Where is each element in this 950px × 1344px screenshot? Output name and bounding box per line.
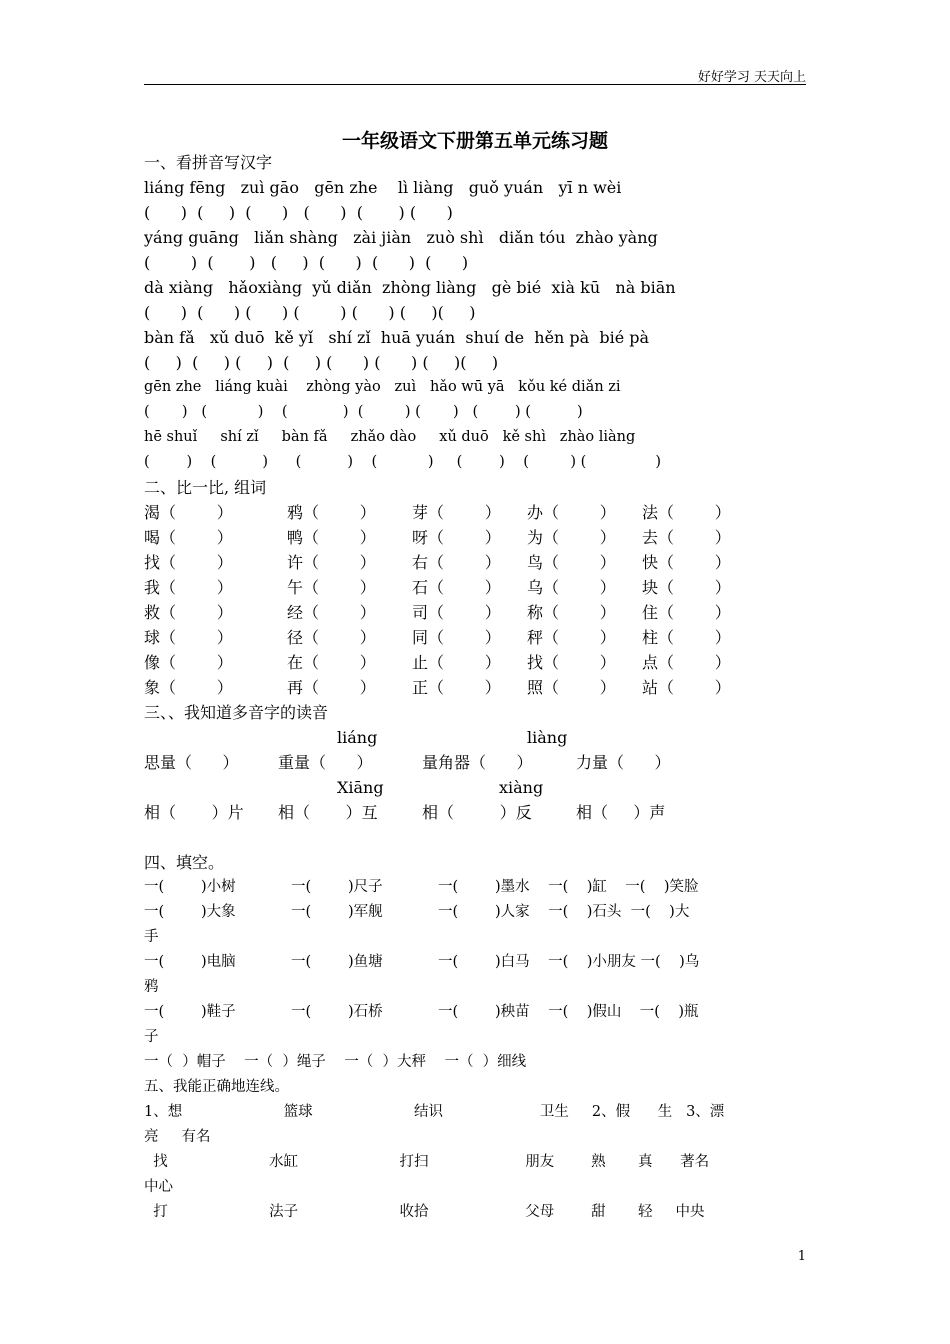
compare-cell: 石（ ）	[412, 578, 501, 597]
compare-cell: 为（ ）	[527, 528, 616, 547]
pinyin-label: Xiāng	[337, 778, 384, 797]
section2-heading: 二、比一比, 组词	[144, 478, 267, 497]
polyphone-word: 相（ ）互	[278, 803, 378, 822]
compare-cell: 柱（ ）	[642, 628, 731, 647]
polyphone-word-row	[144, 800, 806, 825]
section5-heading: 五、我能正确地连线。	[144, 1079, 289, 1095]
compare-cell: 办（ ）	[527, 503, 616, 522]
pinyin-line: bàn fǎ xǔ duō kě yǐ shí zǐ huā yuán shuí de hěn pà bié pà	[144, 328, 650, 347]
polyphone-pinyin-row	[144, 725, 806, 750]
compare-cell: 救（ ）	[144, 603, 233, 622]
compare-cell: 去（ ）	[642, 528, 731, 547]
pinyin-line: gēn zhe liáng kuài zhòng yào zuì hǎo wū yā kǒu ké diǎn zi	[144, 379, 621, 395]
section1-heading: 一、看拼音写汉字	[144, 153, 273, 172]
pinyin-label: xiàng	[499, 778, 544, 797]
polyphone-word: 相（ ）反	[422, 803, 532, 822]
polyphone-word: 量角器（ ）	[422, 753, 533, 772]
section3-heading: 三、、我知道多音字的读音	[144, 703, 329, 722]
compare-cell: 块（ ）	[642, 578, 731, 597]
polyphone-word: 力量（ ）	[576, 753, 671, 772]
page-title: 一年级语文下册第五单元练习题	[341, 130, 608, 152]
compare-cell: 照（ ）	[527, 678, 616, 697]
compare-cell: 秤（ ）	[527, 628, 616, 647]
fill-line: 一( )小树 一( )尺子 一( )墨水 一( )缸 一( )笑脸	[144, 879, 699, 895]
answer-line: ( ) ( ) ( ) ( ) ( ) ( ) ( )	[144, 404, 583, 420]
compare-cell: 像（ ）	[144, 653, 233, 672]
compare-cell: 在（ ）	[287, 653, 376, 672]
match-line: 1、想 篮球 结识 卫生 2、假 生 3、漂	[144, 1104, 725, 1120]
compare-cell: 法（ ）	[642, 503, 731, 522]
compare-cell: 司（ ）	[412, 603, 501, 622]
worksheet-body	[144, 150, 806, 1225]
compare-cell: 快（ ）	[642, 553, 731, 572]
compare-cell: 同（ ）	[412, 628, 501, 647]
fill-line: 一( )电脑 一( )鱼塘 一( )白马 一( )小朋友 一( )乌	[144, 954, 700, 970]
polyphone-word: 思量（ ）	[144, 753, 239, 772]
compare-cell: 经（ ）	[287, 603, 376, 622]
polyphone-pinyin-row	[144, 775, 806, 800]
compare-cell: 找（ ）	[527, 653, 616, 672]
compare-cell: 喝（ ）	[144, 528, 233, 547]
compare-row	[144, 600, 806, 625]
polyphone-word: 相（ ）片	[144, 803, 244, 822]
answer-line: ( ) ( ) ( ) ( ) ( ) ( )	[144, 253, 469, 272]
compare-cell: 鸦（ ）	[287, 503, 376, 522]
compare-cell: 鸭（ ）	[287, 528, 376, 547]
fill-line: 一( )鞋子 一( )石桥 一( )秧苗 一( )假山 一( )瓶	[144, 1004, 699, 1020]
fill-line: 一（ ）帽子 一（ ）绳子 一（ ）大秤 一（ ）细线	[144, 1054, 527, 1070]
fill-line: 子	[144, 1029, 159, 1045]
compare-cell: 找（ ）	[144, 553, 233, 572]
fill-line: 一( )大象 一( )军舰 一( )人家 一( )石头 一( )大	[144, 904, 690, 920]
pinyin-line: yáng guāng liǎn shàng zài jiàn zuò shì diǎn tóu zhào yàng	[144, 228, 658, 247]
compare-cell: 象（ ）	[144, 678, 233, 697]
compare-cell: 呀（ ）	[412, 528, 501, 547]
page-number: 1	[797, 1249, 806, 1264]
fill-line: 鸦	[144, 979, 159, 995]
pinyin-line: dà xiàng hǎoxiàng yǔ diǎn zhòng liàng gè bié xià kū nà biān	[144, 278, 676, 297]
match-line: 亮 有名	[144, 1129, 211, 1145]
compare-cell: 径（ ）	[287, 628, 376, 647]
answer-line: ( ) ( ) ( ) ( ) ( ) ( ) ( )( )	[144, 353, 499, 372]
answer-line: ( ) ( ) ( ) ( ) ( ) ( ) ( )	[144, 454, 662, 470]
page-header-text: 好好学习 天天向上	[697, 70, 806, 85]
compare-cell: 住（ ）	[642, 603, 731, 622]
polyphone-word-row	[144, 750, 806, 775]
compare-cell: 球（ ）	[144, 628, 233, 647]
compare-cell: 鸟（ ）	[527, 553, 616, 572]
compare-cell: 正（ ）	[412, 678, 501, 697]
compare-row	[144, 575, 806, 600]
compare-row	[144, 500, 806, 525]
compare-cell: 乌（ ）	[527, 578, 616, 597]
polyphone-word: 相（ ）声	[576, 803, 666, 822]
compare-cell: 芽（ ）	[412, 503, 501, 522]
header-divider	[144, 84, 806, 85]
compare-cell: 点（ ）	[642, 653, 731, 672]
compare-cell: 再（ ）	[287, 678, 376, 697]
polyphone-word: 重量（ ）	[278, 753, 373, 772]
compare-cell: 称（ ）	[527, 603, 616, 622]
compare-row	[144, 675, 806, 700]
compare-row	[144, 525, 806, 550]
fill-line: 手	[144, 929, 159, 945]
answer-line: ( ) ( ) ( ) ( ) ( ) ( )	[144, 203, 453, 222]
compare-cell: 午（ ）	[287, 578, 376, 597]
section4-heading: 四、填空。	[144, 853, 225, 872]
compare-cell: 渴（ ）	[144, 503, 233, 522]
pinyin-line: liáng fēng zuì gāo gēn zhe lì liàng guǒ yuán yī n wèi	[144, 178, 622, 197]
match-line: 找 水缸 打扫 朋友 熟 真 著名	[144, 1154, 710, 1170]
match-line: 打 法子 收拾 父母 甜 轻 中央	[144, 1204, 705, 1220]
compare-cell: 止（ ）	[412, 653, 501, 672]
pinyin-line: hē shuǐ shí zǐ bàn fǎ zhǎo dào xǔ duō kě shì zhào liàng	[144, 429, 636, 445]
answer-line: ( ) ( ) ( ) ( ) ( ) ( )( )	[144, 303, 476, 322]
pinyin-label: liàng	[527, 728, 568, 747]
compare-cell: 站（ ）	[642, 678, 731, 697]
compare-cell: 我（ ）	[144, 578, 233, 597]
compare-row	[144, 650, 806, 675]
match-line: 中心	[144, 1179, 173, 1195]
compare-row	[144, 625, 806, 650]
pinyin-label: liáng	[337, 728, 378, 747]
compare-cell: 右（ ）	[412, 553, 501, 572]
compare-row	[144, 550, 806, 575]
compare-cell: 许（ ）	[287, 553, 376, 572]
